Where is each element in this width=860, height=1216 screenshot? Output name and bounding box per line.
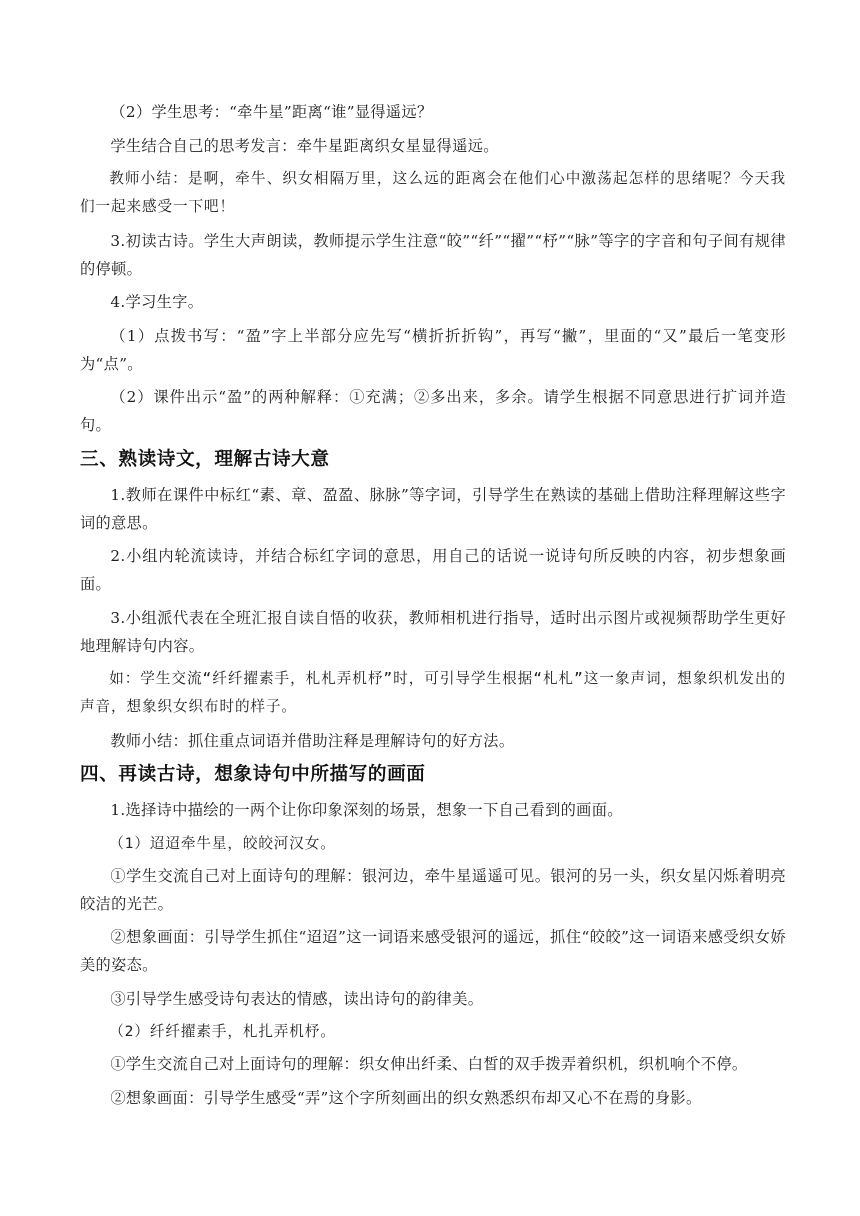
writing-guidance-paragraph: （1）点拨书写：“盈”字上半部分应先写“横折折折钩”，再写“撇”，里面的“又”最后一笔变形为“点”。 — [80, 326, 786, 373]
section-4-heading: 四、再读古诗，想象诗句中所描写的画面 — [80, 764, 426, 785]
poem-line-1: （1）迢迢牵牛星，皎皎河汉女。 — [109, 834, 336, 852]
poem-line-1-emotion: ③引导学生感受诗句表达的情感，读出诗句的韵律美。 — [110, 989, 484, 1008]
document-page — [80, 98, 786, 1117]
poem-line-1-imagine: ②想象画面：引导学生抓住“迢迢”这一词语来感受银河的遥远，抓住“皎皎”这一词语来感受织女娇美的姿态。 — [80, 928, 786, 974]
poem-line-1-understanding: ①学生交流自己对上面诗句的理解：银河边，牵牛星遥遥可见。银河的另一头，织女星闪烁着明亮皎洁的光芒。 — [80, 866, 786, 913]
learn-characters-paragraph: 4.学习生字。 — [110, 293, 204, 311]
section-3-example: 如：学生交流“纤纤擢素手，札札弄机杼”时，可引导学生根据“札札”这一象声词，想象织机发出的声音，想象织女织布时的样子。 — [80, 670, 786, 715]
section-4-item-1: 1.选择诗中描绘的一两个让你印象深刻的场景，想象一下自己看到的画面。 — [110, 801, 623, 819]
question-2-paragraph: （2）学生思考：“牵牛星”距离“谁”显得遥远？ — [110, 103, 433, 121]
poem-line-2-imagine: ②想象画面：引导学生感受“弄”这个字所刻画出的织女熟悉织布却又心不在焉的身影。 — [110, 1088, 702, 1107]
section-3-item-2: 2.小组内轮流读诗，并结合标红字词的意思，用自己的话说一说诗句所反映的内容，初步想象画面。 — [80, 547, 786, 593]
poem-line-2-understanding: ①学生交流自己对上面诗句的理解：织女伸出纤柔、白皙的双手拨弄着织机，织机响个不停。 — [110, 1055, 748, 1073]
section-3-item-3: 3.小组派代表在全班汇报自读自悟的收获，教师相机进行指导，适时出示图片或视频帮助学生更好地理解诗句内容。 — [80, 608, 786, 655]
section-3-heading: 三、熟读诗文，理解古诗大意 — [80, 448, 330, 470]
teacher-summary-paragraph: 教师小结：是啊，牵牛、织女相隔万里，这么远的距离会在他们心中激荡起怎样的思绪呢？今天我们一起来感受一下吧！ — [80, 170, 786, 215]
section-3-item-1: 1.教师在课件中标红“素、章、盈盈、脉脉”等字词，引导学生在熟读的基础上借助注释理解这些字词的意思。 — [80, 485, 786, 532]
poem-line-2: （2）纤纤擢素手，札扎弄机杼。 — [109, 1023, 336, 1040]
student-answer-paragraph: 学生结合自己的思考发言：牵牛星距离织女星显得遥远。 — [110, 136, 499, 155]
first-reading-paragraph: 3.初读古诗。学生大声朗读，教师提示学生注意“皎”“纤”“擢”“杼”“脉”等字的字音和句子间有规律的停顿。 — [80, 231, 786, 278]
section-3-summary: 教师小结：抓住重点词语并借助注释是理解诗句的好方法。 — [110, 731, 515, 750]
character-meaning-paragraph: （2）课件出示“盈”的两种解释：①充满；②多出来，多余。请学生根据不同意思进行扩词并造句。 — [80, 388, 786, 434]
